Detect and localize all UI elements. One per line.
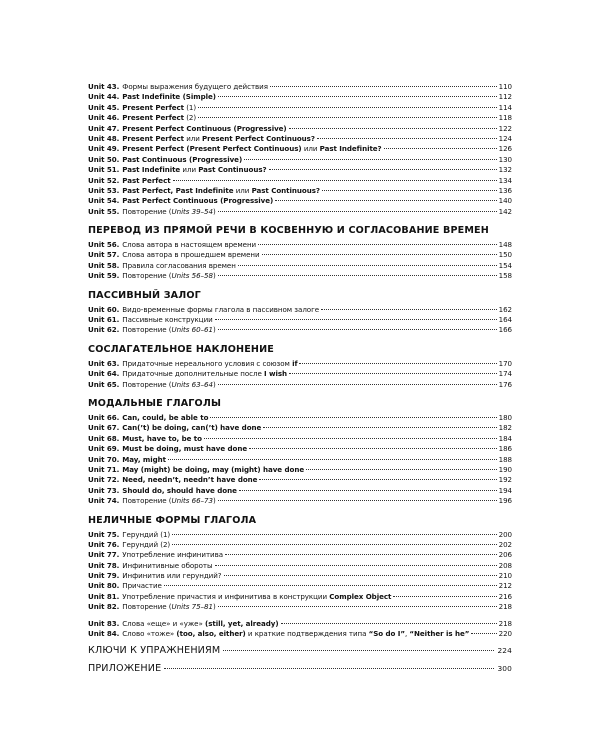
toc-entry[interactable] (88, 592, 512, 602)
page-number: 148 (498, 240, 512, 250)
unit-number: Unit 72. (88, 475, 120, 485)
unit-number: Unit 46. (88, 113, 120, 123)
unit-number: Unit 65. (88, 379, 120, 389)
page-number: 224 (497, 646, 512, 656)
unit-title: Слова автора в прошедшем времени (122, 250, 260, 260)
unit-title: Слово «тоже» (too, also, either) и краткие подтверждения типа “So do I”, “Neither is he” (122, 629, 470, 639)
dot-leader (218, 329, 497, 330)
dot-leader (164, 668, 494, 669)
unit-title: Повторение (Units 63–64) (122, 379, 216, 389)
toc-entry[interactable] (88, 475, 512, 485)
toc-entry[interactable] (88, 186, 512, 196)
toc-entry[interactable] (88, 144, 512, 154)
dot-leader (269, 169, 497, 170)
toc-entry[interactable] (88, 134, 512, 144)
unit-title: Видо-временные формы глагола в пассивном залоге (122, 304, 320, 314)
page-number: 136 (498, 185, 512, 195)
toc-entry[interactable] (88, 261, 512, 271)
unit-title: Пассивные конструкции (122, 315, 213, 325)
section-heading: НЕЛИЧНЫЕ ФОРМЫ ГЛАГОЛА (88, 514, 257, 526)
dot-leader (218, 96, 497, 97)
page-number: 184 (498, 433, 512, 443)
unit-title: Past Indefinite (Simple) (122, 92, 216, 102)
toc-entry[interactable] (88, 113, 512, 123)
toc-entry[interactable] (88, 561, 512, 571)
unit-title: Повторение (Units 66–73) (122, 496, 216, 506)
dot-leader (210, 417, 496, 418)
page-number: 200 (498, 529, 512, 539)
dot-leader (198, 117, 497, 118)
dot-leader (384, 148, 497, 149)
section-heading: МОДАЛЬНЫЕ ГЛАГОЛЫ (88, 397, 222, 409)
page-number: 210 (498, 571, 512, 581)
unit-title: Past Perfect Continuous (Progressive) (122, 196, 274, 206)
dot-leader (239, 490, 497, 491)
page-number: 194 (498, 485, 512, 495)
unit-number: Unit 75. (88, 529, 120, 539)
page-number: 114 (498, 102, 512, 112)
unit-number: Unit 51. (88, 165, 120, 175)
unit-number: Unit 77. (88, 550, 120, 560)
dot-leader (322, 190, 497, 191)
unit-number: Unit 66. (88, 412, 120, 422)
unit-title: Повторение (Units 60–61) (122, 325, 216, 335)
dot-leader (317, 138, 497, 139)
unit-number: Unit 67. (88, 423, 120, 433)
unit-title: Can, could, be able to (122, 412, 209, 422)
dot-leader (471, 633, 496, 634)
toc-entry[interactable] (88, 196, 512, 206)
unit-number: Unit 49. (88, 144, 120, 154)
dot-leader (224, 575, 497, 576)
unit-number: Unit 58. (88, 260, 120, 270)
unit-title: Present Perfect (Present Perfect Continuous) или Past Indefinite? (122, 144, 382, 154)
unit-number: Unit 54. (88, 196, 120, 206)
unit-number: Unit 57. (88, 250, 120, 260)
dot-leader (164, 585, 497, 586)
page-number: 190 (498, 464, 512, 474)
dot-leader (173, 180, 497, 181)
page-number: 176 (498, 379, 512, 389)
page-number: 300 (497, 664, 512, 674)
unit-title: Герундий (2) (122, 539, 171, 549)
toc-entry[interactable] (88, 359, 512, 369)
unit-number: Unit 79. (88, 571, 120, 581)
unit-number: Unit 50. (88, 154, 120, 164)
toc-entry[interactable] (88, 305, 512, 315)
unit-title: Past Indefinite или Past Continuous? (122, 165, 267, 175)
toc-entry[interactable] (88, 540, 512, 550)
dot-leader (198, 107, 497, 108)
toc-major-entry[interactable] (88, 645, 512, 657)
unit-title: Слова «еще» и «уже» (still, yet, already) (122, 618, 279, 628)
unit-title: Слова автора в настоящем времени (122, 240, 257, 250)
unit-number: Unit 62. (88, 325, 120, 335)
dot-leader (299, 363, 496, 364)
unit-number: Unit 44. (88, 92, 120, 102)
dot-leader (289, 128, 497, 129)
unit-title: Придаточные дополнительные после I wish (122, 369, 288, 379)
page-number: 110 (498, 82, 512, 91)
unit-number: Unit 60. (88, 304, 120, 314)
unit-number: Unit 84. (88, 629, 120, 639)
dot-leader (306, 469, 497, 470)
toc-entry[interactable] (88, 465, 512, 475)
page-number: 170 (498, 358, 512, 368)
unit-title: Причастие (122, 581, 162, 591)
toc-entry[interactable] (88, 155, 512, 165)
toc-entry[interactable] (88, 250, 512, 260)
toc-entry[interactable] (88, 434, 512, 444)
page-number: 192 (498, 475, 512, 485)
unit-title: Инфинитивные обороты (122, 560, 213, 570)
page-number: 126 (498, 144, 512, 154)
toc-entry[interactable] (88, 550, 512, 560)
unit-title: Past Continuous (Progressive) (122, 154, 243, 164)
toc-entry[interactable] (88, 325, 512, 335)
dot-leader (218, 500, 497, 501)
unit-title: May, might (122, 454, 166, 464)
dot-leader (168, 459, 497, 460)
toc-major-entry[interactable] (88, 663, 512, 675)
unit-title: Past Perfect, Past Indefinite или Past Continuous? (122, 185, 320, 195)
page-number: 218 (498, 602, 512, 612)
dot-leader (204, 438, 497, 439)
dot-leader (263, 427, 496, 428)
unit-number: Unit 64. (88, 369, 120, 379)
toc-entry[interactable] (88, 619, 512, 629)
dot-leader (225, 554, 497, 555)
dot-leader (244, 159, 496, 160)
unit-number: Unit 74. (88, 496, 120, 506)
toc-entry[interactable] (88, 369, 512, 379)
section-heading: СОСЛАГАТЕЛЬНОЕ НАКЛОНЕНИЕ (88, 343, 274, 355)
unit-number: Unit 76. (88, 539, 120, 549)
toc-entry[interactable] (88, 176, 512, 186)
unit-number: Unit 56. (88, 240, 120, 250)
major-entry-title: КЛЮЧИ К УПРАЖНЕНИЯМ (88, 645, 221, 657)
unit-title: Инфинитив или герундий? (122, 571, 222, 581)
page-number: 188 (498, 454, 512, 464)
dot-leader (259, 479, 496, 480)
page-number: 154 (498, 260, 512, 270)
page-number: 158 (498, 271, 512, 281)
toc-entry[interactable] (88, 380, 512, 390)
toc-entry[interactable] (88, 486, 512, 496)
dot-leader (215, 319, 497, 320)
page-number: 134 (498, 175, 512, 185)
unit-number: Unit 81. (88, 591, 120, 601)
page-number: 124 (498, 133, 512, 143)
toc-entry[interactable] (88, 413, 512, 423)
dot-leader (262, 254, 497, 255)
unit-title: Повторение (Units 75–81) (122, 602, 216, 612)
unit-title: May (might) be doing, may (might) have done (122, 464, 305, 474)
dot-leader (218, 384, 497, 385)
toc-entry[interactable] (88, 92, 512, 102)
page-number: 220 (498, 629, 512, 639)
page-number: 206 (498, 550, 512, 560)
unit-number: Unit 47. (88, 123, 120, 133)
unit-title: Must, have to, be to (122, 433, 202, 443)
unit-number: Unit 43. (88, 82, 120, 91)
page-number: 122 (498, 123, 512, 133)
toc-entry[interactable] (88, 271, 512, 281)
unit-number: Unit 68. (88, 433, 120, 443)
unit-number: Unit 80. (88, 581, 120, 591)
page-number: 196 (498, 496, 512, 506)
unit-number: Unit 71. (88, 464, 120, 474)
unit-title: Should do, should have done (122, 485, 237, 495)
dot-leader (258, 244, 496, 245)
toc-entry[interactable] (88, 496, 512, 506)
page-number: 162 (498, 304, 512, 314)
toc-entry[interactable] (88, 444, 512, 454)
unit-number: Unit 73. (88, 485, 120, 495)
toc-entry[interactable] (88, 629, 512, 639)
toc-entry[interactable] (88, 455, 512, 465)
unit-title: Употребление инфинитива (122, 550, 224, 560)
page-number: 186 (498, 444, 512, 454)
page-number: 166 (498, 325, 512, 335)
unit-title: Can(’t) be doing, can(’t) have done (122, 423, 262, 433)
unit-title: Повторение (Units 56–58) (122, 271, 216, 281)
toc-entry[interactable] (88, 581, 512, 591)
page-number: 130 (498, 154, 512, 164)
unit-number: Unit 52. (88, 175, 120, 185)
unit-number: Unit 69. (88, 444, 120, 454)
dot-leader (321, 309, 497, 310)
toc-entry[interactable] (88, 207, 512, 217)
dot-leader (218, 275, 497, 276)
toc-entry[interactable] (88, 315, 512, 325)
dot-leader (172, 544, 496, 545)
toc-entry[interactable] (88, 103, 512, 113)
dot-leader (270, 86, 497, 87)
page-number: 150 (498, 250, 512, 260)
unit-title: Придаточные нереального условия с союзом if (122, 358, 298, 368)
toc-entry[interactable] (88, 602, 512, 612)
page-number: 180 (498, 412, 512, 422)
unit-title: Правила согласования времен (122, 260, 236, 270)
dot-leader (289, 373, 497, 374)
page-number: 164 (498, 315, 512, 325)
section-heading: ПАССИВНЫЙ ЗАЛОГ (88, 289, 201, 301)
unit-title: Must be doing, must have done (122, 444, 248, 454)
unit-number: Unit 55. (88, 206, 120, 216)
unit-title: Present Perfect или Present Perfect Continuous? (122, 133, 315, 143)
page-number: 140 (498, 196, 512, 206)
unit-number: Unit 70. (88, 454, 120, 464)
unit-title: Present Perfect (2) (122, 113, 197, 123)
major-entry-title: ПРИЛОЖЕНИЕ (88, 663, 162, 675)
page-number: 212 (498, 581, 512, 591)
toc-entry[interactable] (88, 571, 512, 581)
unit-number: Unit 63. (88, 358, 120, 368)
unit-title: Герундий (1) (122, 529, 171, 539)
toc-entry[interactable] (88, 240, 512, 250)
toc-entry[interactable] (88, 82, 512, 92)
unit-title: Past Perfect (122, 175, 171, 185)
unit-number: Unit 61. (88, 315, 120, 325)
dot-leader (281, 623, 497, 624)
page-number: 142 (498, 206, 512, 216)
unit-title: Повторение (Units 39–54) (122, 206, 216, 216)
toc-entry[interactable] (88, 530, 512, 540)
page-number: 118 (498, 113, 512, 123)
dot-leader (218, 606, 497, 607)
page-number: 174 (498, 369, 512, 379)
unit-number: Unit 48. (88, 133, 120, 143)
unit-number: Unit 53. (88, 185, 120, 195)
toc-entry[interactable] (88, 124, 512, 134)
unit-number: Unit 59. (88, 271, 120, 281)
dot-leader (215, 565, 497, 566)
unit-title: Present Perfect Continuous (Progressive) (122, 123, 287, 133)
dot-leader (249, 448, 496, 449)
unit-title: Формы выражения будущего действия (122, 82, 268, 91)
page-number: 182 (498, 423, 512, 433)
section-heading: ПЕРЕВОД ИЗ ПРЯМОЙ РЕЧИ В КОСВЕННУЮ И СОГЛАСОВАНИЕ ВРЕМЕН (88, 225, 489, 237)
dot-leader (172, 534, 496, 535)
dot-leader (275, 200, 496, 201)
unit-number: Unit 78. (88, 560, 120, 570)
unit-number: Unit 82. (88, 602, 120, 612)
page-number: 132 (498, 165, 512, 175)
unit-title: Need, needn’t, needn’t have done (122, 475, 258, 485)
dot-leader (393, 596, 496, 597)
dot-leader (238, 265, 497, 266)
unit-number: Unit 83. (88, 618, 120, 628)
toc-entry[interactable] (88, 423, 512, 433)
page-number: 218 (498, 618, 512, 628)
unit-title: Present Perfect (1) (122, 102, 197, 112)
unit-title: Употребление причастия и инфинитива в конструкции Complex Object (122, 591, 392, 601)
table-of-contents (88, 82, 512, 675)
dot-leader (223, 650, 494, 651)
page-number: 216 (498, 591, 512, 601)
toc-entry[interactable] (88, 165, 512, 175)
dot-leader (218, 211, 497, 212)
unit-number: Unit 45. (88, 102, 120, 112)
page-number: 112 (498, 92, 512, 102)
page-number: 208 (498, 560, 512, 570)
page-number: 202 (498, 539, 512, 549)
